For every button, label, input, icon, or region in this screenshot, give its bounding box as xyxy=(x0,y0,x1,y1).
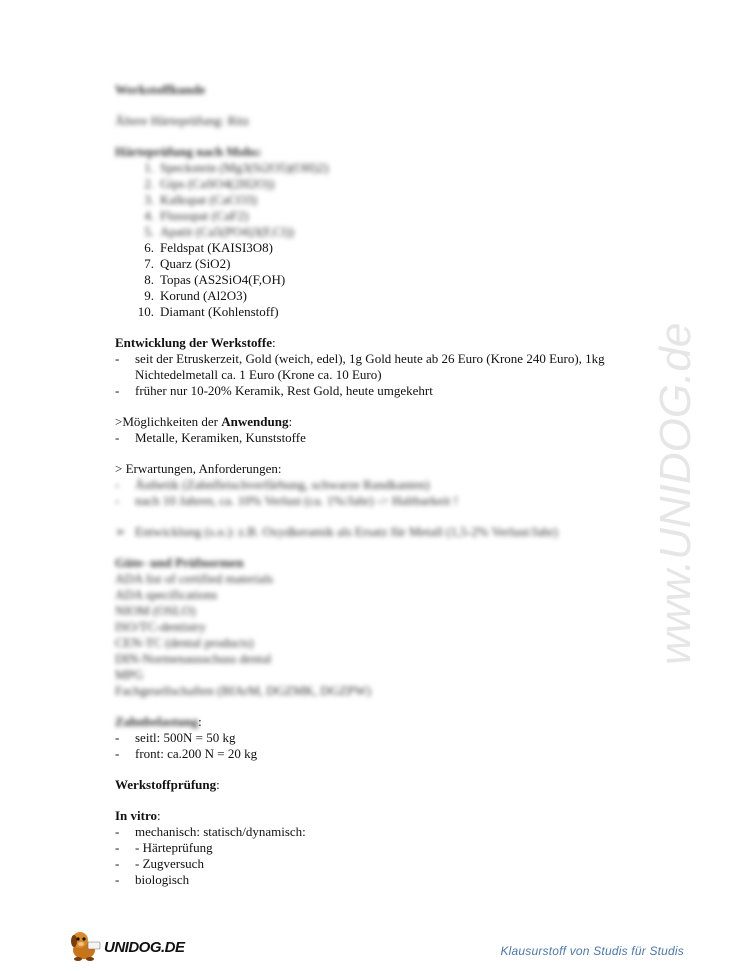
list-item: 10. Diamant (Kohlenstoff) xyxy=(137,304,279,319)
anwendung-heading: >Möglichkeiten der Anwendung: xyxy=(115,414,293,429)
unidog-logo xyxy=(66,928,196,962)
list-item: - - Härteprüfung xyxy=(115,840,213,855)
list-item: - Ästhetik (Zahnfleischverfärbung, schwarze Randkanten) xyxy=(115,477,430,492)
list-item: 7. Quarz (SiO2) xyxy=(144,256,231,271)
list-item: - nach 10 Jahren, ca. 10% Verlust (ca. 1%/Jahr) -> Haltbarkeit ! xyxy=(115,493,458,508)
list-item: ➢ Entwicklung (s.o.): z.B. Oxydkeramik als Ersatz für Metall (1,5-2% Verlust/Jahr) xyxy=(115,524,558,539)
list-item: - Metalle, Keramiken, Kunststoffe xyxy=(115,430,306,445)
list-item: - - Zugversuch xyxy=(115,856,204,871)
list-item: - früher nur 10-20% Keramik, Rest Gold, heute umgekehrt xyxy=(115,383,433,398)
invitro-heading: In vitro: xyxy=(115,808,161,823)
list-item: 8. Topas (AS2SiO4(F,OH) xyxy=(144,272,286,287)
list-item: 5. Apatit (Ca5(PO4)3(F,Cl)) xyxy=(144,224,294,239)
list-item: 1. Speckstein (Mg3(Si2O5)(OH)2) xyxy=(144,160,329,175)
list-item: ADA list of certified materials xyxy=(115,571,274,586)
list-item: DIN-Normenausschuss dental xyxy=(115,651,272,666)
list-item: 3. Kalkspat (CaCO3) xyxy=(144,192,258,207)
list-item: - seitl: 500N = 50 kg xyxy=(115,730,236,745)
list-item: - biologisch xyxy=(115,872,190,887)
mohs-heading: Härteprüfung nach Mohs: xyxy=(115,144,262,159)
list-item: 2. Gips (CaSO4(2H2O)) xyxy=(144,176,275,191)
mohs-list xyxy=(115,160,675,320)
werkstoffpruefung-heading: Werkstoffprüfung: xyxy=(115,777,220,792)
normen-heading: Güte- und Prüfnormen xyxy=(115,555,244,570)
list-item: ADA specifications xyxy=(115,587,218,602)
list-item: Fachgesellschaften (BfArM, DGZMK, DGZPW) xyxy=(115,683,371,698)
doc-title: Werkstoffkunde xyxy=(115,82,206,97)
doc-subtitle: Ältere Härteprüfung: Ritz xyxy=(115,113,250,128)
footer-tagline: Klausurstoff von Studis für Studis xyxy=(500,944,684,958)
list-item: - front: ca.200 N = 20 kg xyxy=(115,746,258,761)
list-item: NIOM (OSLO) xyxy=(115,603,196,618)
watermark xyxy=(620,250,720,670)
entwicklung-heading: Entwicklung der Werkstoffe: xyxy=(115,335,276,350)
list-item: - seit der Etruskerzeit, Gold (weich, edel), 1g Gold heute ab 26 Euro (Krone 240 Euro), 1kg Nichtedelmetall ca. 1 Euro (Krone ca. 10 Euro) xyxy=(115,351,605,382)
list-item: MPG xyxy=(115,667,144,682)
erwartungen-heading: > Erwartungen, Anforderungen: xyxy=(115,461,282,476)
watermark-text: www.UNIDOG.de xyxy=(651,322,700,665)
list-item: - mechanisch: statisch/dynamisch: xyxy=(115,824,306,839)
list-item: ISO/TC-dentistry xyxy=(115,619,206,634)
logo-text: UNIDOG.DE xyxy=(104,939,185,956)
list-item: 6. Feldspat (KAISI3O8) xyxy=(144,240,274,255)
dog-icon xyxy=(66,928,104,962)
list-item: 9. Korund (Al2O3) xyxy=(144,288,248,303)
list-item: 4. Flussspat (CaF2) xyxy=(144,208,249,223)
list-item: CEN-TC (dental products) xyxy=(115,635,254,650)
zahnbelastung-heading: Zahnbelastung: xyxy=(115,714,202,729)
document-body xyxy=(115,82,675,888)
